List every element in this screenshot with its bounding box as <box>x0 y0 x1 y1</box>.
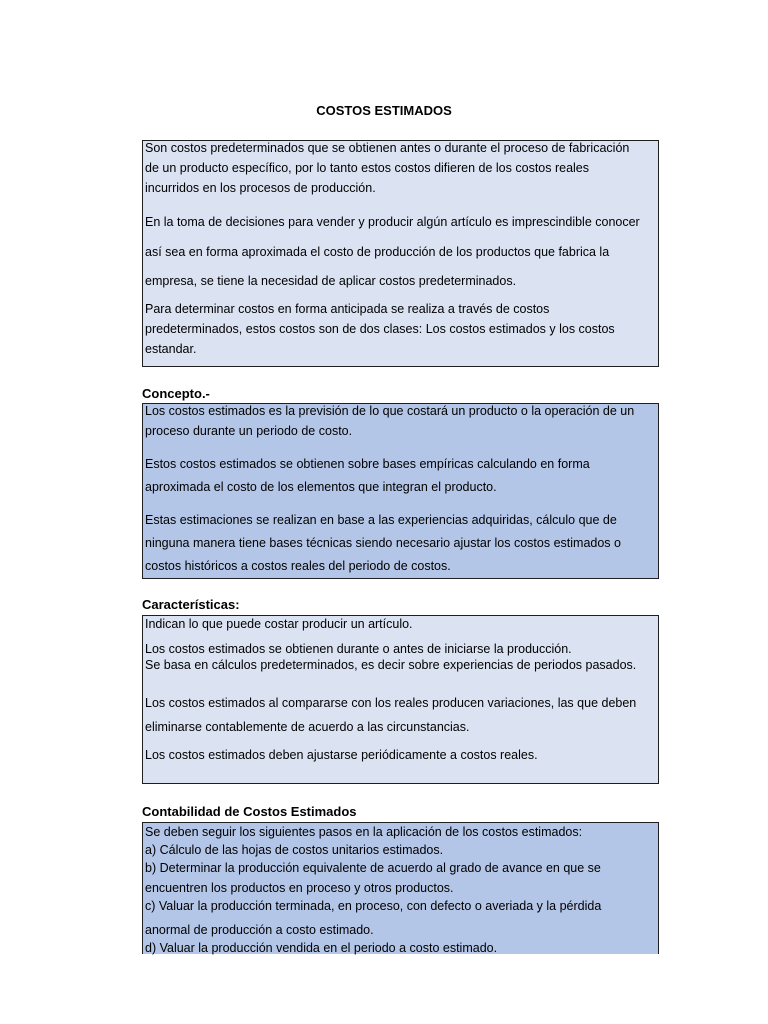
text-line: empresa, se tiene la necesidad de aplicar costos predeterminados. <box>145 274 517 288</box>
text-line: incurridos en los procesos de producción. <box>145 181 376 195</box>
text-line: anormal de producción a costo estimado. <box>145 923 374 937</box>
text-line: Para determinar costos en forma anticipada se realiza a través de costos <box>145 302 550 316</box>
text-line: En la toma de decisiones para vender y producir algún artículo es imprescindible conocer <box>145 215 640 229</box>
text-line: Estos costos estimados se obtienen sobre bases empíricas calculando en forma <box>145 457 590 471</box>
text-line: Los costos estimados se obtienen durante o antes de iniciarse la producción. <box>145 642 572 656</box>
text-line: Estas estimaciones se realizan en base a las experiencias adquiridas, cálculo que de <box>145 513 617 527</box>
caracteristicas-paragraph-1 <box>145 614 656 634</box>
text-line: predeterminados, estos costos son de dos clases: Los costos estimados y los costos <box>145 322 615 336</box>
intro-box <box>142 140 659 367</box>
page-title: COSTOS ESTIMADOS <box>316 103 452 118</box>
text-line: Son costos predeterminados que se obtienen antes o durante el proceso de fabricación <box>145 141 630 155</box>
caracteristicas-paragraph-5 <box>145 745 656 765</box>
contabilidad-paragraph-2 <box>145 879 656 915</box>
text-line: a) Cálculo de las hojas de costos unitarios estimados. <box>145 843 444 857</box>
contabilidad-box <box>142 822 659 954</box>
text-line: d) Valuar la producción vendida en el periodo a costo estimado. <box>145 941 498 955</box>
caracteristicas-paragraph-3 <box>145 693 656 713</box>
text-line: así sea en forma aproximada el costo de producción de los productos que fabrica la <box>145 245 610 259</box>
intro-paragraph-4 <box>145 271 656 291</box>
text-line: Se basa en cálculos predeterminados, es decir sobre experiencias de periodos pasados. <box>145 658 637 672</box>
intro-paragraph-2 <box>145 212 656 232</box>
concepto-paragraph-2 <box>145 454 656 474</box>
text-line: ninguna manera tiene bases técnicas siendo necesario ajustar los costos estimados o <box>145 536 621 550</box>
text-line: proceso durante un periodo de costo. <box>145 424 353 438</box>
concepto-box <box>142 403 659 579</box>
concepto-heading: Concepto.- <box>142 386 210 401</box>
text-line: Los costos estimados deben ajustarse periódicamente a costos reales. <box>145 748 538 762</box>
text-line: estandar. <box>145 342 197 356</box>
text-line: Los costos estimados al compararse con los reales producen variaciones, las que deben <box>145 696 637 710</box>
concepto-paragraph-3 <box>145 477 656 497</box>
concepto-paragraph-1 <box>145 401 656 441</box>
text-line: Los costos estimados es la previsión de lo que costará un producto o la operación de un <box>145 404 635 418</box>
text-line: c) Valuar la producción terminada, en proceso, con defecto o averiada y la pérdida <box>145 899 602 913</box>
caracteristicas-heading: Características: <box>142 597 240 612</box>
text-line: eliminarse contablemente de acuerdo a las circunstancias. <box>145 720 470 734</box>
text-line: aproximada el costo de los elementos que integran el producto. <box>145 480 497 494</box>
intro-paragraph-3 <box>145 242 656 262</box>
intro-paragraph-1 <box>145 138 656 198</box>
text-line: b) Determinar la producción equivalente de acuerdo al grado de avance en que se <box>145 861 601 875</box>
caracteristicas-box <box>142 615 659 784</box>
contabilidad-heading: Contabilidad de Costos Estimados <box>142 804 357 819</box>
text-line: Se deben seguir los siguientes pasos en la aplicación de los costos estimados: <box>145 825 583 839</box>
concepto-paragraph-6 <box>145 556 656 576</box>
text-line: encuentren los productos en proceso y otros productos. <box>145 881 454 895</box>
caracteristicas-paragraph-4 <box>145 717 656 737</box>
contabilidad-paragraph-1 <box>145 823 656 877</box>
caracteristicas-paragraph-2 <box>145 641 656 673</box>
text-line: Indican lo que puede costar producir un artículo. <box>145 617 413 631</box>
text-line: costos históricos a costos reales del periodo de costos. <box>145 559 451 573</box>
text-line: de un producto específico, por lo tanto estos costos difieren de los costos reales <box>145 161 590 175</box>
concepto-paragraph-4 <box>145 510 656 530</box>
contabilidad-paragraph-3 <box>145 921 656 957</box>
concepto-paragraph-5 <box>145 533 656 553</box>
intro-paragraph-5 <box>145 299 656 359</box>
